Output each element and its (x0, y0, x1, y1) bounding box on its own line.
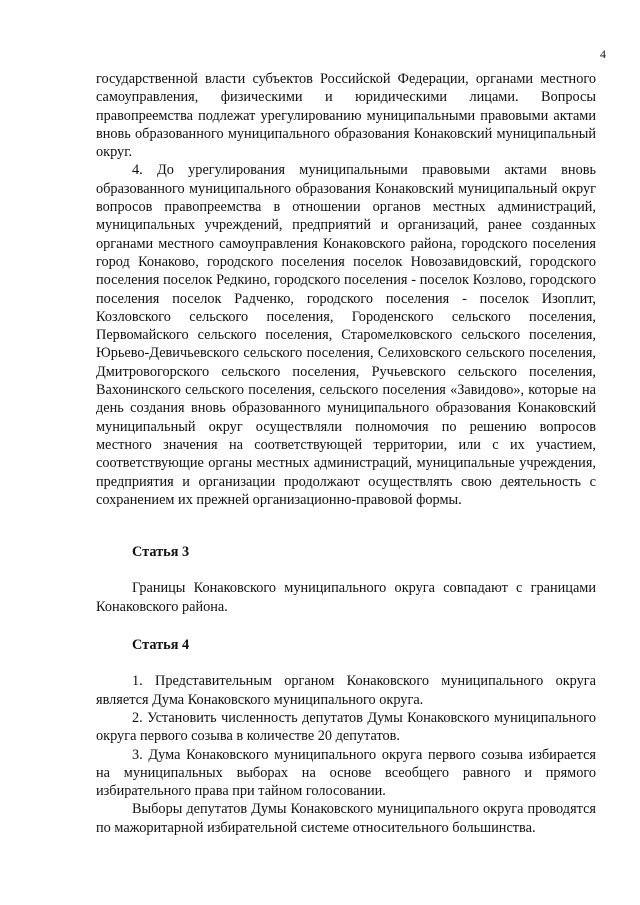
page-number: 4 (600, 47, 606, 61)
article-4-elections: Выборы депутатов Думы Конаковского муниципального округа проводятся по мажоритарной избирательной системе относительного большинства. (96, 801, 596, 836)
article-3-text: Границы Конаковского муниципального округа совпадают с границами Конаковского района. (96, 580, 596, 615)
article-4-heading: Статья 4 (132, 637, 190, 654)
article-4-item-1: 1. Представительным органом Конаковского муниципального округа является Дума Конаковского муниципального округа. (96, 673, 596, 708)
article-3-heading: Статья 3 (132, 544, 190, 561)
paragraph-item-4: 4. До урегулирования муниципальными правовыми актами вновь образованного муниципального образования Конаковский муниципальный округ вопросов правопреемства в отношении органов местных администраций, муниципальных учреждений, предприятий и организаций, ранее созданных органами местного самоуправления Конаковского района, городского поселения город Конаково, городского поселения поселок Новозавидовский, городского поселения поселок Редкино, городского поселения - поселок Козлово, городского поселения поселок Радченко, городского поселения - поселок Изоплит, Козловского сельского поселения, Городенского сельского поселения, Первомайского сельского поселения, Старомелковского сельского поселения, Юрьево-Девичьевского сельского поселения, Селиховского сельского поселения, Дмитровогорского сельского поселения, Ручьевского сельского поселения, Вахонинского сельского поселения, сельского поселения «Завидово», которые на день создания вновь образованного муниципального образования Конаковский муниципальный округ осуществляли полномочия по решению вопросов местного значения на соответствующей территории, или с их участием, соответствующие органы местных администраций, муниципальные учреждения, предприятия и организации продолжают осуществлять свою деятельность с сохранением их прежней организационно-правовой формы. (96, 162, 596, 508)
article-4-item-3: 3. Дума Конаковского муниципального округа первого созыва избирается на муниципальных выборах на основе всеобщего равного и прямого избирательного права при тайном голосовании. (96, 746, 596, 800)
article-4-item-2: 2. Установить численность депутатов Думы Конаковского муниципального округа первого созыва в количестве 20 депутатов. (96, 709, 596, 745)
paragraph-continuation: государственной власти субъектов Российской Федерации, органами местного самоуправления, физическими и юридическими лицами. Вопросы правопреемства подлежат урегулированию муниципальными правовыми актами вновь образованного муниципального образования Конаковский муниципальный округ. (96, 71, 596, 161)
document-body (96, 70, 596, 837)
